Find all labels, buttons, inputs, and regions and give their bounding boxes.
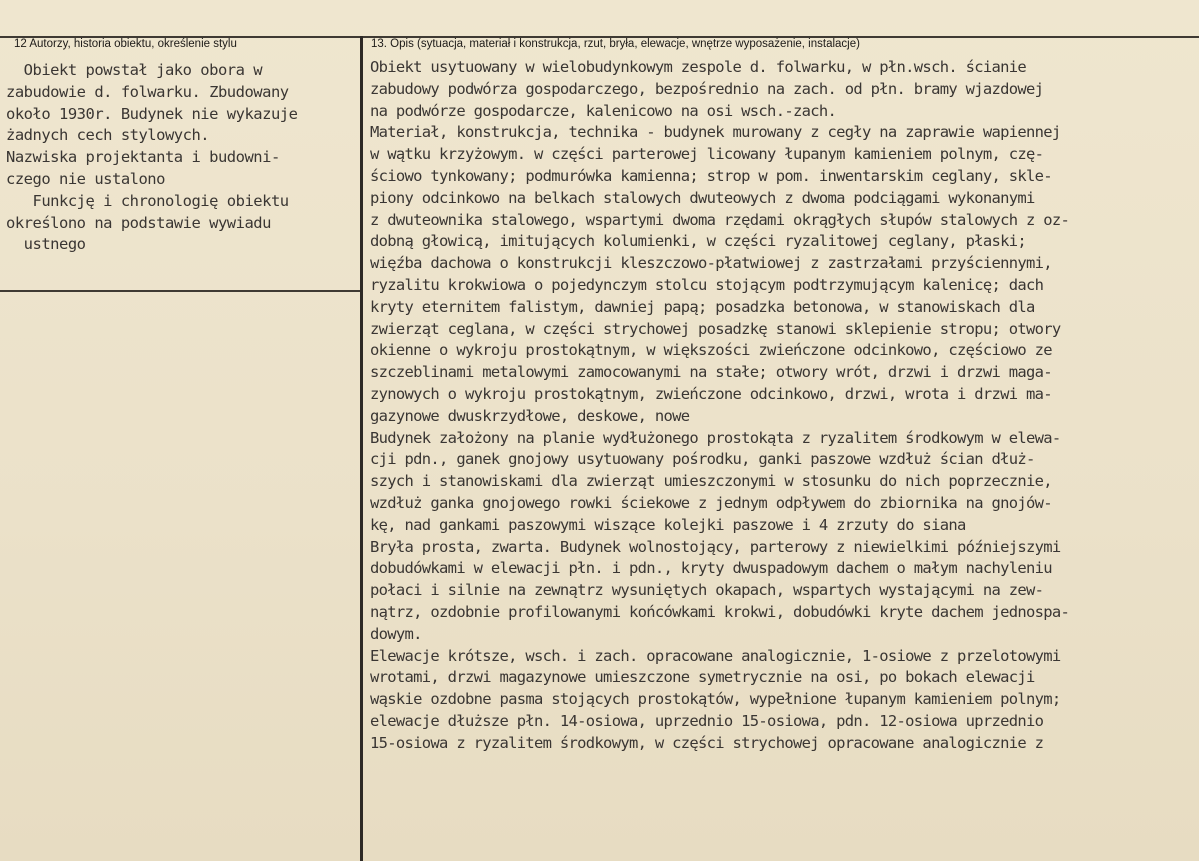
left-section-bottom-rule xyxy=(0,290,360,292)
text-line: Funkcję i chronologię obiektu xyxy=(6,191,289,210)
text-line: 15-osiowa z ryzalitem środkowym, w części strychowej opracowane analogicznie z xyxy=(370,733,1044,752)
text-line: nątrz, ozdobnie profilowanymi końcówkami krokwi, dobudówki kryte dachem jednospa- xyxy=(370,602,1070,621)
section-13-heading: 13. Opis (sytuacja, materiał i konstrukcja, rzut, bryła, elewacje, wnętrze wyposażenie, instalacje) xyxy=(371,38,860,50)
text-line: dowym. xyxy=(370,624,422,643)
text-line: dobudówkami w elewacji płn. i pdn., kryty dwuspadowym dachem o małym nachyleniu xyxy=(370,559,1052,578)
text-line: elewacje dłuższe płn. 14-osiowa, uprzednio 15-osiowa, pdn. 12-osiowa uprzednio xyxy=(370,711,1044,730)
text-line: więźba dachowa o konstrukcji kleszczowo-płatwiowej z zastrzałami przyściennymi, xyxy=(370,254,1052,273)
section-12-heading: 12 Autorzy, historia obiektu, określenie stylu xyxy=(14,38,237,50)
text-line: kę, nad gankami paszowymi wiszące kolejki paszowe i 4 zrzuty do siana xyxy=(370,515,966,534)
text-line: żadnych cech stylowych. xyxy=(6,126,210,145)
text-line: ściowo tynkowany; podmurówka kamienna; strop w pom. inwentarskim ceglany, skle- xyxy=(370,166,1052,185)
text-line: szczeblinami metalowymi zamocowanymi na stałe; otwory wrót, drzwi i drzwi maga- xyxy=(370,363,1052,382)
text-line: zabudowie d. folwarku. Zbudowany xyxy=(6,82,289,101)
text-line: określono na podstawie wywiadu xyxy=(6,213,271,232)
text-line: zwierząt ceglana, w części strychowej posadzkę stanowi sklepienie stropu; otwory xyxy=(370,319,1061,338)
text-line: ustnego xyxy=(6,235,86,254)
text-line: zynowych o wykroju prostokątnym, zwieńczone odcinkowo, drzwi, wrota i drzwi ma- xyxy=(370,384,1052,403)
section-12-text xyxy=(6,60,297,256)
text-line: Nazwiska projektanta i budowni- xyxy=(6,148,280,167)
text-line: Obiekt usytuowany w wielobudynkowym zespole d. folwarku, w płn.wsch. ścianie xyxy=(370,58,1027,76)
text-line: wąskie ozdobne pasma stojących prostokątów, wypełnione łupanym kamieniem polnym; xyxy=(370,690,1061,709)
text-line: kryty eternitem falistym, dawniej papą; posadzka betonowa, w stanowiskach dla xyxy=(370,297,1035,316)
text-line: wzdłuż ganka gnojowego rowki ściekowe z jednym odpływem do zbiornika na gnojów- xyxy=(370,493,1052,512)
section-13-text xyxy=(370,57,1069,755)
text-line: zabudowy podwórza gospodarczego, bezpośrednio na zach. od płn. bramy wjazdowej xyxy=(370,79,1044,98)
text-line: ryzalitu krokwiowa o pojedynczym stolcu stojącym podtrzymującym kalenicę; dach xyxy=(370,275,1044,294)
text-line: około 1930r. Budynek nie wykazuje xyxy=(6,104,298,123)
text-line: gazynowe dwuskrzydłowe, deskowe, nowe xyxy=(370,406,690,425)
text-line: dobną głowicą, imitujących kolumienki, w części ryzalitowej ceglany, płaski; xyxy=(370,232,1027,251)
text-line: w wątku krzyżowym. w części parterowej licowany łupanym kamieniem polnym, czę- xyxy=(370,145,1044,164)
text-line: Elewacje krótsze, wsch. i zach. opracowane analogicznie, 1-osiowe z przelotowymi xyxy=(370,646,1061,665)
column-divider xyxy=(360,36,363,861)
text-line: szych i stanowiskami dla zwierząt umieszczonymi w stosunku do nich poprzecznie, xyxy=(370,472,1052,491)
text-line: połaci i silnie na zewnątrz wysuniętych okapach, wspartych wystającymi na zew- xyxy=(370,581,1044,600)
text-line: na podwórze gospodarcze, kalenicowo na osi wsch.-zach. xyxy=(370,101,837,120)
text-line: piony odcinkowo na belkach stalowych dwuteowych z dwoma podciągami wykonanymi xyxy=(370,188,1035,207)
text-line: cji pdn., ganek gnojowy usytuowany pośrodku, ganki paszowe wzdłuż ścian dłuż- xyxy=(370,450,1035,469)
text-line: Bryła prosta, zwarta. Budynek wolnostojący, parterowy z niewielkimi późniejszymi xyxy=(370,537,1061,556)
text-line: Materiał, konstrukcja, technika - budynek murowany z cegły na zaprawie wapiennej xyxy=(370,123,1061,142)
text-line: Budynek założony na planie wydłużonego prostokąta z ryzalitem środkowym w elewa- xyxy=(370,428,1061,447)
text-line: czego nie ustalono xyxy=(6,169,165,188)
text-line: Obiekt powstał jako obora w xyxy=(6,61,263,79)
text-line: wrotami, drzwi magazynowe umieszczone symetrycznie na osi, po bokach elewacji xyxy=(370,668,1035,687)
text-line: z dwuteownika stalowego, wspartymi dwoma rzędami okrągłych słupów stalowych z oz- xyxy=(370,210,1070,229)
text-line: okienne o wykroju prostokątnym, w większości zwieńczone odcinkowo, częściowo ze xyxy=(370,341,1052,360)
